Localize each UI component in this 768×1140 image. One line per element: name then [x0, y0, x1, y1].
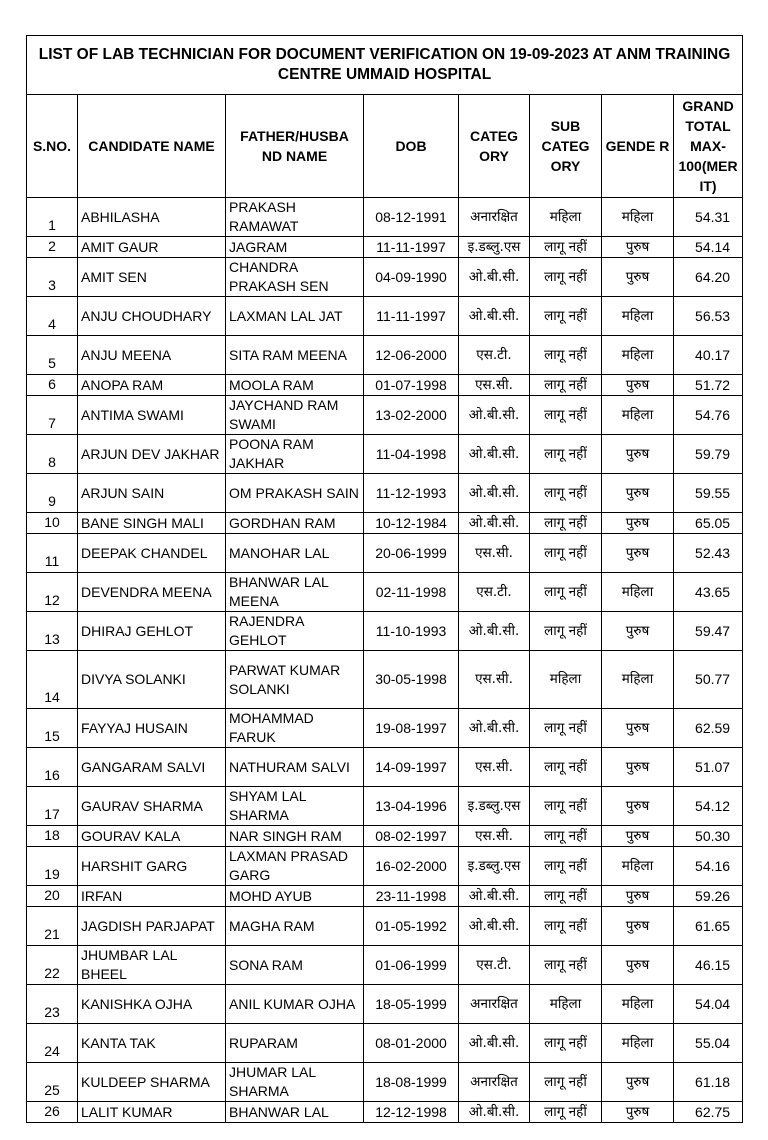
- cell-candidate-name: ANOPA RAM: [78, 375, 226, 396]
- header-candidate-name: CANDIDATE NAME: [78, 95, 226, 198]
- cell-dob: 13-04-1996: [364, 787, 459, 826]
- cell-sub-category: महिला: [530, 651, 602, 709]
- cell-sno: 24: [27, 1024, 78, 1063]
- cell-sub-category: लागू नहीं: [530, 474, 602, 513]
- cell-gender: पुरुष: [602, 258, 674, 297]
- table-row: [27, 396, 743, 435]
- table-row: [27, 573, 743, 612]
- cell-gender: पुरुष: [602, 474, 674, 513]
- cell-father-husband-name: SHYAM LAL SHARMA: [226, 787, 364, 826]
- cell-father-husband-name: GORDHAN RAM: [226, 513, 364, 534]
- cell-category: एस.टी.: [459, 946, 530, 985]
- cell-sno: 2: [27, 237, 78, 258]
- cell-grand-total: 65.05: [674, 513, 743, 534]
- cell-gender: पुरुष: [602, 946, 674, 985]
- cell-father-husband-name: PARWAT KUMAR SOLANKI: [226, 651, 364, 709]
- cell-grand-total: 50.77: [674, 651, 743, 709]
- cell-dob: 14-09-1997: [364, 748, 459, 787]
- cell-category: एस.सी.: [459, 651, 530, 709]
- cell-grand-total: 54.76: [674, 396, 743, 435]
- cell-category: ओ.बी.सी.: [459, 474, 530, 513]
- table-row: [27, 336, 743, 375]
- cell-candidate-name: AMIT SEN: [78, 258, 226, 297]
- cell-dob: 30-05-1998: [364, 651, 459, 709]
- cell-gender: महिला: [602, 336, 674, 375]
- cell-sub-category: लागू नहीं: [530, 375, 602, 396]
- cell-father-husband-name: MOHAMMAD FARUK: [226, 709, 364, 748]
- cell-dob: 11-11-1997: [364, 297, 459, 336]
- cell-gender: महिला: [602, 847, 674, 886]
- table-row: [27, 198, 743, 237]
- cell-sno: 22: [27, 946, 78, 985]
- title-row: [27, 36, 743, 95]
- cell-grand-total: 61.65: [674, 907, 743, 946]
- cell-category: एस.सी.: [459, 748, 530, 787]
- table-row: [27, 474, 743, 513]
- cell-grand-total: 61.18: [674, 1063, 743, 1102]
- cell-category: ओ.बी.सी.: [459, 1102, 530, 1123]
- cell-category: अनारक्षित: [459, 1063, 530, 1102]
- cell-father-husband-name: BHANWAR LAL MEENA: [226, 573, 364, 612]
- cell-grand-total: 54.14: [674, 237, 743, 258]
- cell-category: ओ.बी.सी.: [459, 435, 530, 474]
- cell-sub-category: लागू नहीं: [530, 826, 602, 847]
- document-sheet: [26, 35, 742, 1123]
- cell-sno: 18: [27, 826, 78, 847]
- cell-sno: 15: [27, 709, 78, 748]
- cell-gender: पुरुष: [602, 748, 674, 787]
- cell-candidate-name: GOURAV KALA: [78, 826, 226, 847]
- cell-sub-category: लागू नहीं: [530, 907, 602, 946]
- cell-gender: पुरुष: [602, 534, 674, 573]
- cell-grand-total: 54.16: [674, 847, 743, 886]
- cell-father-husband-name: MANOHAR LAL: [226, 534, 364, 573]
- cell-candidate-name: IRFAN: [78, 886, 226, 907]
- cell-sno: 6: [27, 375, 78, 396]
- table-row: [27, 1102, 743, 1123]
- cell-sno: 11: [27, 534, 78, 573]
- cell-sno: 20: [27, 886, 78, 907]
- cell-candidate-name: HARSHIT GARG: [78, 847, 226, 886]
- cell-sub-category: महिला: [530, 985, 602, 1024]
- cell-father-husband-name: CHANDRA PRAKASH SEN: [226, 258, 364, 297]
- cell-gender: पुरुष: [602, 787, 674, 826]
- cell-candidate-name: JHUMBAR LAL BHEEL: [78, 946, 226, 985]
- cell-category: एस.टी.: [459, 336, 530, 375]
- cell-category: इ.डब्लु.एस: [459, 237, 530, 258]
- cell-grand-total: 62.59: [674, 709, 743, 748]
- cell-grand-total: 55.04: [674, 1024, 743, 1063]
- cell-sub-category: लागू नहीं: [530, 612, 602, 651]
- cell-sub-category: लागू नहीं: [530, 1024, 602, 1063]
- table-row: [27, 1063, 743, 1102]
- cell-gender: महिला: [602, 573, 674, 612]
- cell-gender: महिला: [602, 651, 674, 709]
- table-row: [27, 709, 743, 748]
- cell-candidate-name: GANGARAM SALVI: [78, 748, 226, 787]
- cell-dob: 08-02-1997: [364, 826, 459, 847]
- cell-sno: 4: [27, 297, 78, 336]
- cell-grand-total: 54.31: [674, 198, 743, 237]
- cell-gender: पुरुष: [602, 709, 674, 748]
- cell-gender: पुरुष: [602, 435, 674, 474]
- cell-gender: पुरुष: [602, 886, 674, 907]
- cell-sub-category: लागू नहीं: [530, 787, 602, 826]
- cell-sub-category: लागू नहीं: [530, 573, 602, 612]
- cell-father-husband-name: RUPARAM: [226, 1024, 364, 1063]
- cell-gender: पुरुष: [602, 907, 674, 946]
- cell-gender: महिला: [602, 198, 674, 237]
- cell-gender: महिला: [602, 396, 674, 435]
- table-row: [27, 258, 743, 297]
- cell-grand-total: 51.07: [674, 748, 743, 787]
- cell-grand-total: 59.55: [674, 474, 743, 513]
- cell-sno: 25: [27, 1063, 78, 1102]
- table-row: [27, 651, 743, 709]
- cell-candidate-name: DHIRAJ GEHLOT: [78, 612, 226, 651]
- header-sno: S.NO.: [27, 95, 78, 198]
- header-father-husband-name: FATHER/HUSBA ND NAME: [226, 95, 364, 198]
- cell-sub-category: लागू नहीं: [530, 1063, 602, 1102]
- cell-category: इ.डब्लु.एस: [459, 847, 530, 886]
- cell-candidate-name: KANISHKA OJHA: [78, 985, 226, 1024]
- cell-candidate-name: ANJU MEENA: [78, 336, 226, 375]
- cell-grand-total: 62.75: [674, 1102, 743, 1123]
- cell-candidate-name: ARJUN SAIN: [78, 474, 226, 513]
- cell-sub-category: महिला: [530, 198, 602, 237]
- table-row: [27, 375, 743, 396]
- cell-candidate-name: LALIT KUMAR: [78, 1102, 226, 1123]
- cell-father-husband-name: POONA RAM JAKHAR: [226, 435, 364, 474]
- table-row: [27, 513, 743, 534]
- cell-father-husband-name: OM PRAKASH SAIN: [226, 474, 364, 513]
- cell-grand-total: 43.65: [674, 573, 743, 612]
- cell-father-husband-name: LAXMAN LAL JAT: [226, 297, 364, 336]
- cell-candidate-name: KANTA TAK: [78, 1024, 226, 1063]
- cell-category: एस.सी.: [459, 534, 530, 573]
- cell-gender: पुरुष: [602, 237, 674, 258]
- cell-candidate-name: DEEPAK CHANDEL: [78, 534, 226, 573]
- cell-sub-category: लागू नहीं: [530, 297, 602, 336]
- cell-gender: पुरुष: [602, 1102, 674, 1123]
- cell-sno: 13: [27, 612, 78, 651]
- cell-dob: 11-11-1997: [364, 237, 459, 258]
- cell-grand-total: 54.04: [674, 985, 743, 1024]
- cell-sub-category: लागू नहीं: [530, 237, 602, 258]
- cell-dob: 11-04-1998: [364, 435, 459, 474]
- cell-sno: 12: [27, 573, 78, 612]
- cell-dob: 23-11-1998: [364, 886, 459, 907]
- cell-dob: 02-11-1998: [364, 573, 459, 612]
- cell-father-husband-name: BHANWAR LAL: [226, 1102, 364, 1123]
- cell-father-husband-name: JAYCHAND RAM SWAMI: [226, 396, 364, 435]
- header-category: CATEG ORY: [459, 95, 530, 198]
- cell-dob: 04-09-1990: [364, 258, 459, 297]
- table-row: [27, 612, 743, 651]
- cell-dob: 11-12-1993: [364, 474, 459, 513]
- table-row: [27, 787, 743, 826]
- cell-category: एस.सी.: [459, 826, 530, 847]
- cell-candidate-name: JAGDISH PARJAPAT: [78, 907, 226, 946]
- cell-dob: 13-02-2000: [364, 396, 459, 435]
- cell-grand-total: 46.15: [674, 946, 743, 985]
- cell-category: एस.सी.: [459, 375, 530, 396]
- cell-father-husband-name: ANIL KUMAR OJHA: [226, 985, 364, 1024]
- cell-dob: 10-12-1984: [364, 513, 459, 534]
- cell-gender: पुरुष: [602, 612, 674, 651]
- cell-dob: 18-08-1999: [364, 1063, 459, 1102]
- cell-dob: 01-05-1992: [364, 907, 459, 946]
- cell-dob: 08-12-1991: [364, 198, 459, 237]
- cell-candidate-name: GAURAV SHARMA: [78, 787, 226, 826]
- cell-candidate-name: ARJUN DEV JAKHAR: [78, 435, 226, 474]
- cell-dob: 12-06-2000: [364, 336, 459, 375]
- cell-candidate-name: BANE SINGH MALI: [78, 513, 226, 534]
- cell-grand-total: 59.26: [674, 886, 743, 907]
- table-row: [27, 985, 743, 1024]
- cell-father-husband-name: NATHURAM SALVI: [226, 748, 364, 787]
- cell-father-husband-name: JHUMAR LAL SHARMA: [226, 1063, 364, 1102]
- table-row: [27, 886, 743, 907]
- table-row: [27, 907, 743, 946]
- cell-grand-total: 59.79: [674, 435, 743, 474]
- cell-category: इ.डब्लु.एस: [459, 787, 530, 826]
- cell-sub-category: लागू नहीं: [530, 396, 602, 435]
- table-row: [27, 847, 743, 886]
- document-title: LIST OF LAB TECHNICIAN FOR DOCUMENT VERIFICATION ON 19-09-2023 AT ANM TRAINING CENTRE UMMAID HOSPITAL: [27, 36, 743, 95]
- cell-category: ओ.बी.सी.: [459, 396, 530, 435]
- cell-sno: 7: [27, 396, 78, 435]
- table-row: [27, 435, 743, 474]
- cell-category: एस.टी.: [459, 573, 530, 612]
- cell-sno: 16: [27, 748, 78, 787]
- header-gender: GENDE R: [602, 95, 674, 198]
- cell-candidate-name: ABHILASHA: [78, 198, 226, 237]
- cell-sub-category: लागू नहीं: [530, 946, 602, 985]
- header-sub-category: SUB CATEG ORY: [530, 95, 602, 198]
- cell-sub-category: लागू नहीं: [530, 886, 602, 907]
- cell-father-husband-name: NAR SINGH RAM: [226, 826, 364, 847]
- cell-category: ओ.बी.सी.: [459, 1024, 530, 1063]
- cell-sno: 19: [27, 847, 78, 886]
- cell-category: ओ.बी.सी.: [459, 709, 530, 748]
- cell-father-husband-name: JAGRAM: [226, 237, 364, 258]
- cell-candidate-name: FAYYAJ HUSAIN: [78, 709, 226, 748]
- cell-candidate-name: DIVYA SOLANKI: [78, 651, 226, 709]
- cell-candidate-name: ANTIMA SWAMI: [78, 396, 226, 435]
- cell-sub-category: लागू नहीं: [530, 1102, 602, 1123]
- cell-gender: पुरुष: [602, 513, 674, 534]
- cell-sno: 21: [27, 907, 78, 946]
- cell-father-husband-name: SONA RAM: [226, 946, 364, 985]
- cell-father-husband-name: RAJENDRA GEHLOT: [226, 612, 364, 651]
- cell-dob: 19-08-1997: [364, 709, 459, 748]
- table-row: [27, 748, 743, 787]
- cell-grand-total: 54.12: [674, 787, 743, 826]
- table-row: [27, 826, 743, 847]
- cell-gender: पुरुष: [602, 826, 674, 847]
- cell-sno: 17: [27, 787, 78, 826]
- cell-sub-category: लागू नहीं: [530, 534, 602, 573]
- cell-sno: 3: [27, 258, 78, 297]
- cell-sub-category: लागू नहीं: [530, 709, 602, 748]
- cell-category: ओ.बी.सी.: [459, 886, 530, 907]
- header-dob: DOB: [364, 95, 459, 198]
- cell-father-husband-name: MOHD AYUB: [226, 886, 364, 907]
- cell-gender: महिला: [602, 1024, 674, 1063]
- cell-gender: महिला: [602, 297, 674, 336]
- cell-sno: 14: [27, 651, 78, 709]
- cell-sub-category: लागू नहीं: [530, 748, 602, 787]
- table-row: [27, 237, 743, 258]
- cell-dob: 20-06-1999: [364, 534, 459, 573]
- cell-dob: 12-12-1998: [364, 1102, 459, 1123]
- cell-sno: 1: [27, 198, 78, 237]
- cell-dob: 18-05-1999: [364, 985, 459, 1024]
- cell-sno: 8: [27, 435, 78, 474]
- cell-candidate-name: AMIT GAUR: [78, 237, 226, 258]
- header-grand-total: GRAND TOTAL MAX-100(MER IT): [674, 95, 743, 198]
- cell-category: ओ.बी.सी.: [459, 258, 530, 297]
- cell-gender: पुरुष: [602, 1063, 674, 1102]
- cell-sub-category: लागू नहीं: [530, 847, 602, 886]
- cell-sno: 10: [27, 513, 78, 534]
- cell-candidate-name: DEVENDRA MEENA: [78, 573, 226, 612]
- table-row: [27, 1024, 743, 1063]
- cell-category: ओ.बी.सी.: [459, 612, 530, 651]
- cell-grand-total: 59.47: [674, 612, 743, 651]
- cell-grand-total: 50.30: [674, 826, 743, 847]
- table-row: [27, 534, 743, 573]
- cell-sub-category: लागू नहीं: [530, 435, 602, 474]
- cell-father-husband-name: MAGHA RAM: [226, 907, 364, 946]
- cell-dob: 08-01-2000: [364, 1024, 459, 1063]
- cell-category: ओ.बी.सी.: [459, 297, 530, 336]
- cell-category: अनारक्षित: [459, 198, 530, 237]
- cell-father-husband-name: LAXMAN PRASAD GARG: [226, 847, 364, 886]
- cell-sno: 23: [27, 985, 78, 1024]
- cell-father-husband-name: PRAKASH RAMAWAT: [226, 198, 364, 237]
- cell-grand-total: 51.72: [674, 375, 743, 396]
- table-row: [27, 946, 743, 985]
- cell-category: ओ.बी.सी.: [459, 907, 530, 946]
- cell-grand-total: 56.53: [674, 297, 743, 336]
- cell-sub-category: लागू नहीं: [530, 336, 602, 375]
- cell-grand-total: 40.17: [674, 336, 743, 375]
- cell-father-husband-name: SITA RAM MEENA: [226, 336, 364, 375]
- cell-grand-total: 64.20: [674, 258, 743, 297]
- cell-gender: पुरुष: [602, 375, 674, 396]
- cell-candidate-name: KULDEEP SHARMA: [78, 1063, 226, 1102]
- header-row: [27, 95, 743, 198]
- cell-dob: 16-02-2000: [364, 847, 459, 886]
- cell-dob: 11-10-1993: [364, 612, 459, 651]
- cell-gender: महिला: [602, 985, 674, 1024]
- cell-category: अनारक्षित: [459, 985, 530, 1024]
- verification-table: [26, 35, 743, 1123]
- cell-sno: 5: [27, 336, 78, 375]
- cell-sub-category: लागू नहीं: [530, 258, 602, 297]
- cell-sno: 9: [27, 474, 78, 513]
- cell-grand-total: 52.43: [674, 534, 743, 573]
- cell-dob: 01-07-1998: [364, 375, 459, 396]
- cell-sub-category: लागू नहीं: [530, 513, 602, 534]
- cell-category: ओ.बी.सी.: [459, 513, 530, 534]
- table-row: [27, 297, 743, 336]
- cell-candidate-name: ANJU CHOUDHARY: [78, 297, 226, 336]
- cell-father-husband-name: MOOLA RAM: [226, 375, 364, 396]
- cell-dob: 01-06-1999: [364, 946, 459, 985]
- cell-sno: 26: [27, 1102, 78, 1123]
- table-body: [27, 198, 743, 1123]
